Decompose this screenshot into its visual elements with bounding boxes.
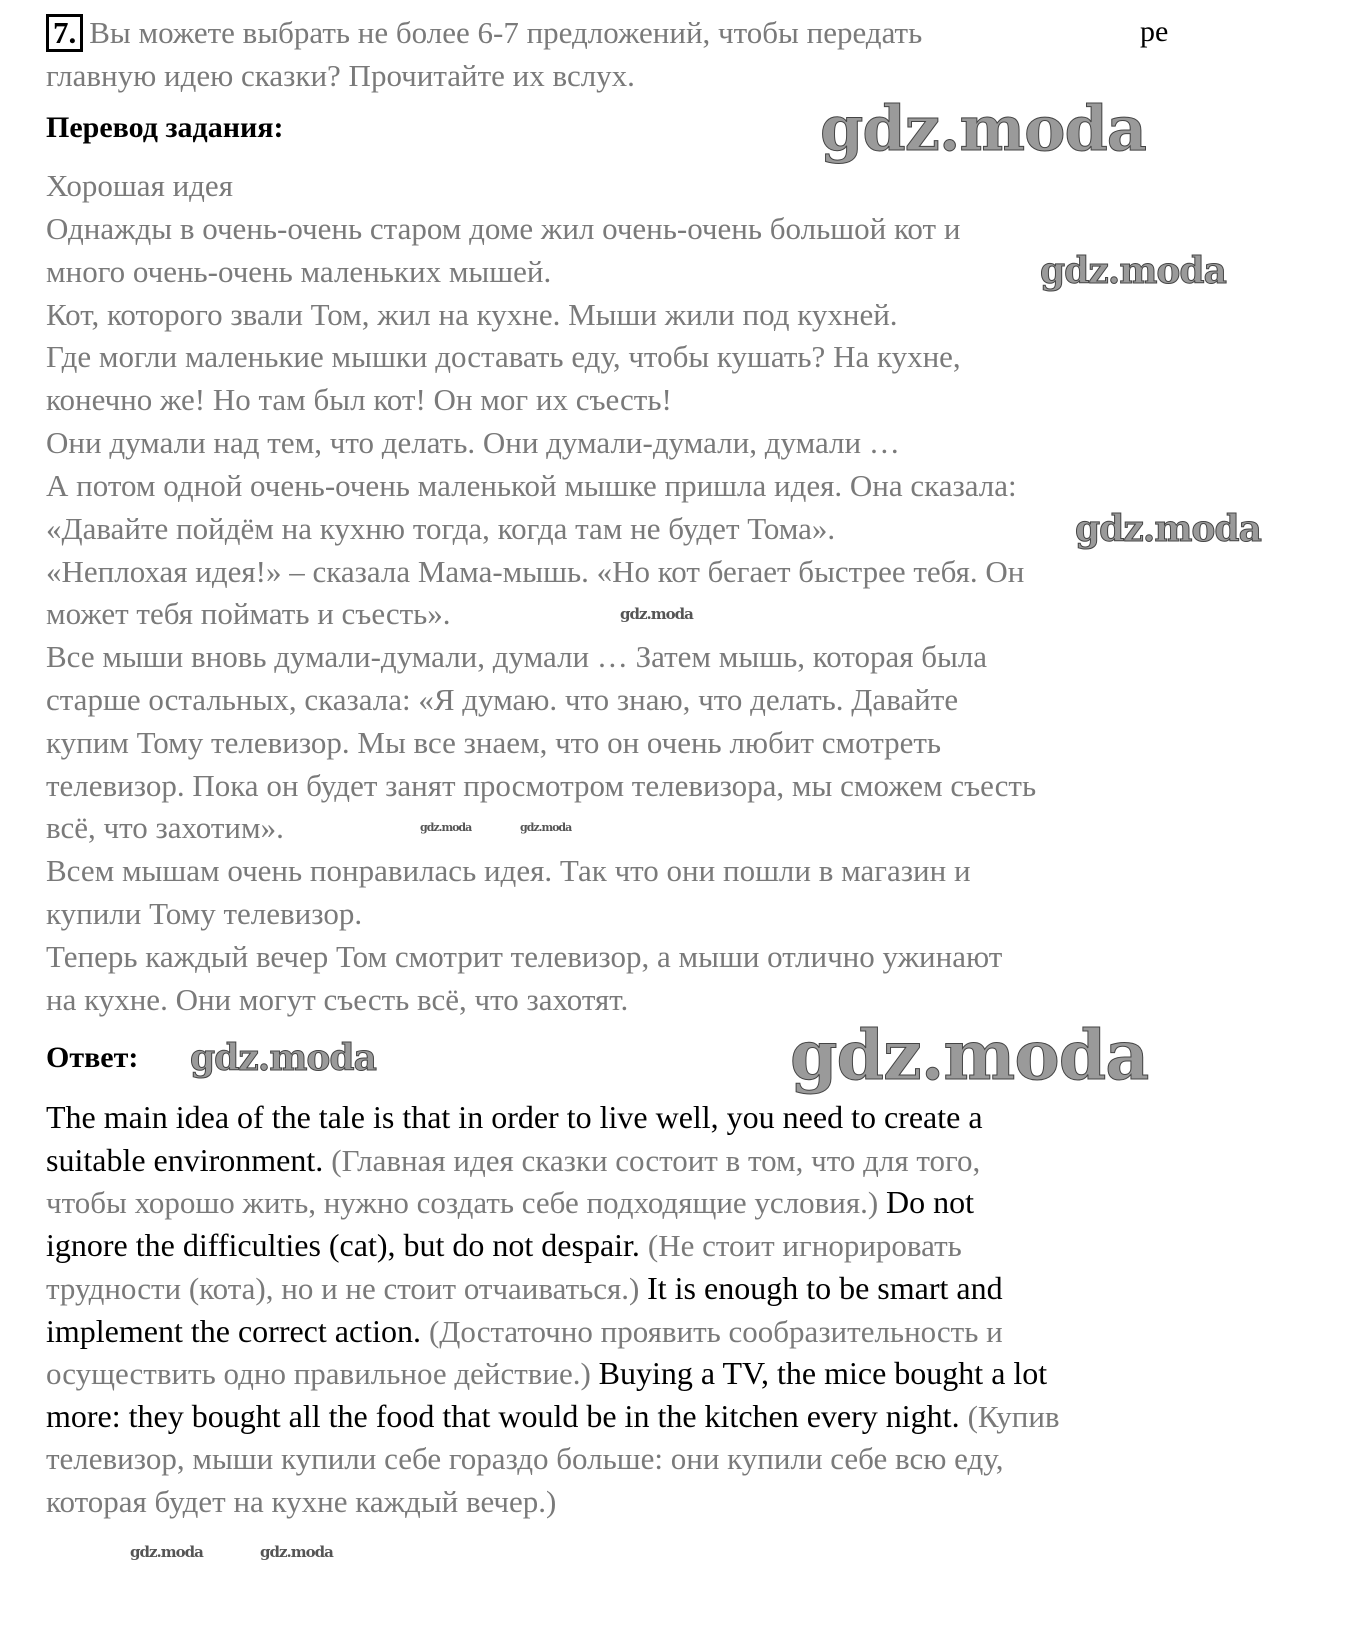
answer-heading: Ответ: — [46, 1041, 139, 1074]
answer-line — [46, 1267, 1003, 1310]
overflow-fragment: pe — [1140, 15, 1169, 48]
translation-line: Хорошая идея — [46, 168, 233, 203]
translation-line: Все мыши вновь думали-думали, думали … Затем мышь, которая была — [46, 639, 988, 674]
answer-english: implement the correct action. — [46, 1313, 429, 1349]
answer-russian: (Не стоит игнорировать — [647, 1228, 962, 1263]
task-line-2: главную идею сказки? Прочитайте их вслух. — [46, 58, 635, 93]
answer-russian: (Главная идея сказки состоит в том, что для того, — [331, 1143, 981, 1178]
translation-line: конечно же! Но там был кот! Он мог их съесть! — [46, 382, 672, 417]
watermark: gdz.moda — [820, 92, 1146, 165]
translation-line: всё, что захотим». — [46, 810, 284, 845]
translation-line: Теперь каждый вечер Том смотрит телевизор, а мыши отлично ужинают — [46, 939, 1003, 974]
answer-english: Buying a TV, the mice bought a lot — [598, 1355, 1048, 1391]
answer-russian: трудности (кота), но и не стоит отчаиваться.) — [46, 1271, 648, 1306]
translation-line: купим Тому телевизор. Мы все знаем, что он очень любит смотреть — [46, 725, 942, 760]
answer-line — [46, 1310, 1003, 1353]
translation-line: много очень-очень маленьких мышей. — [46, 254, 552, 289]
watermark: gdz.moda — [260, 1543, 333, 1561]
translation-line: может тебя поймать и съесть». — [46, 596, 451, 631]
answer-line — [46, 1481, 556, 1523]
answer-line — [46, 1395, 1060, 1438]
answer-russian: которая будет на кухне каждый вечер.) — [46, 1484, 557, 1519]
task-text: Вы можете выбрать не более 6-7 предложений, чтобы передать — [89, 15, 923, 50]
translation-line: телевизор. Пока он будет занят просмотром телевизора, мы сможем съесть — [46, 768, 1037, 803]
translation-line: А потом одной очень-очень маленькой мышке пришла идея. Она сказала: — [46, 468, 1017, 503]
answer-russian: осуществить одно правильное действие.) — [46, 1356, 599, 1391]
answer-line — [46, 1352, 1047, 1395]
translation-line: Кот, которого звали Том, жил на кухне. Мыши жили под кухней. — [46, 297, 898, 332]
watermark: gdz.moda — [1075, 508, 1261, 550]
watermark: gdz.moda — [620, 605, 693, 623]
answer-english: ignore the difficulties (cat), but do not despair. — [46, 1227, 648, 1263]
answer-line — [46, 1139, 980, 1182]
translation-line: купили Тому телевизор. — [46, 896, 363, 931]
answer-english: suitable environment. — [46, 1142, 332, 1178]
watermark: gdz.moda — [790, 1016, 1149, 1096]
answer-line — [46, 1224, 962, 1267]
answer-russian: (Достаточно проявить сообразительность и — [428, 1314, 1003, 1349]
watermark: gdz.moda — [420, 821, 472, 834]
translation-line: Однажды в очень-очень старом доме жил очень-очень большой кот и — [46, 211, 961, 246]
answer-english: Do not — [885, 1184, 974, 1220]
translation-line: Всем мышам очень понравилась идея. Так что они пошли в магазин и — [46, 853, 971, 888]
answer-line — [46, 1438, 1003, 1480]
watermark: gdz.moda — [190, 1037, 376, 1079]
answer-line — [46, 1096, 983, 1139]
watermark: gdz.moda — [1040, 250, 1226, 292]
answer-russian: телевизор, мыши купили себе гораздо больше: они купили себе всю еду, — [46, 1441, 1004, 1476]
watermark: gdz.moda — [520, 821, 572, 834]
answer-english: more: they bought all the food that would be in the kitchen every night. — [46, 1398, 968, 1434]
translation-line: на кухне. Они могут съесть всё, что захотят. — [46, 982, 629, 1017]
answer-line — [46, 1181, 974, 1224]
translation-line: Они думали над тем, что делать. Они думали-думали, думали … — [46, 425, 900, 460]
task-line-1 — [46, 12, 922, 54]
answer-english: It is enough to be smart and — [647, 1270, 1003, 1306]
task-number: 7. — [46, 14, 83, 52]
answer-russian: чтобы хорошо жить, нужно создать себе подходящие условия.) — [46, 1185, 886, 1220]
translation-line: «Неплохая идея!» – сказала Мама-мышь. «Но кот бегает быстрее тебя. Он — [46, 554, 1025, 589]
translation-heading: Перевод задания: — [46, 111, 284, 144]
answer-russian: (Купив — [967, 1399, 1060, 1434]
translation-line: Где могли маленькие мышки доставать еду, чтобы кушать? На кухне, — [46, 339, 961, 374]
translation-line: «Давайте пойдём на кухню тогда, когда там не будет Тома». — [46, 511, 836, 546]
watermark: gdz.moda — [130, 1543, 203, 1561]
translation-line: старше остальных, сказала: «Я думаю. что знаю, что делать. Давайте — [46, 682, 959, 717]
answer-english: The main idea of the tale is that in order to live well, you need to create a — [46, 1099, 983, 1135]
